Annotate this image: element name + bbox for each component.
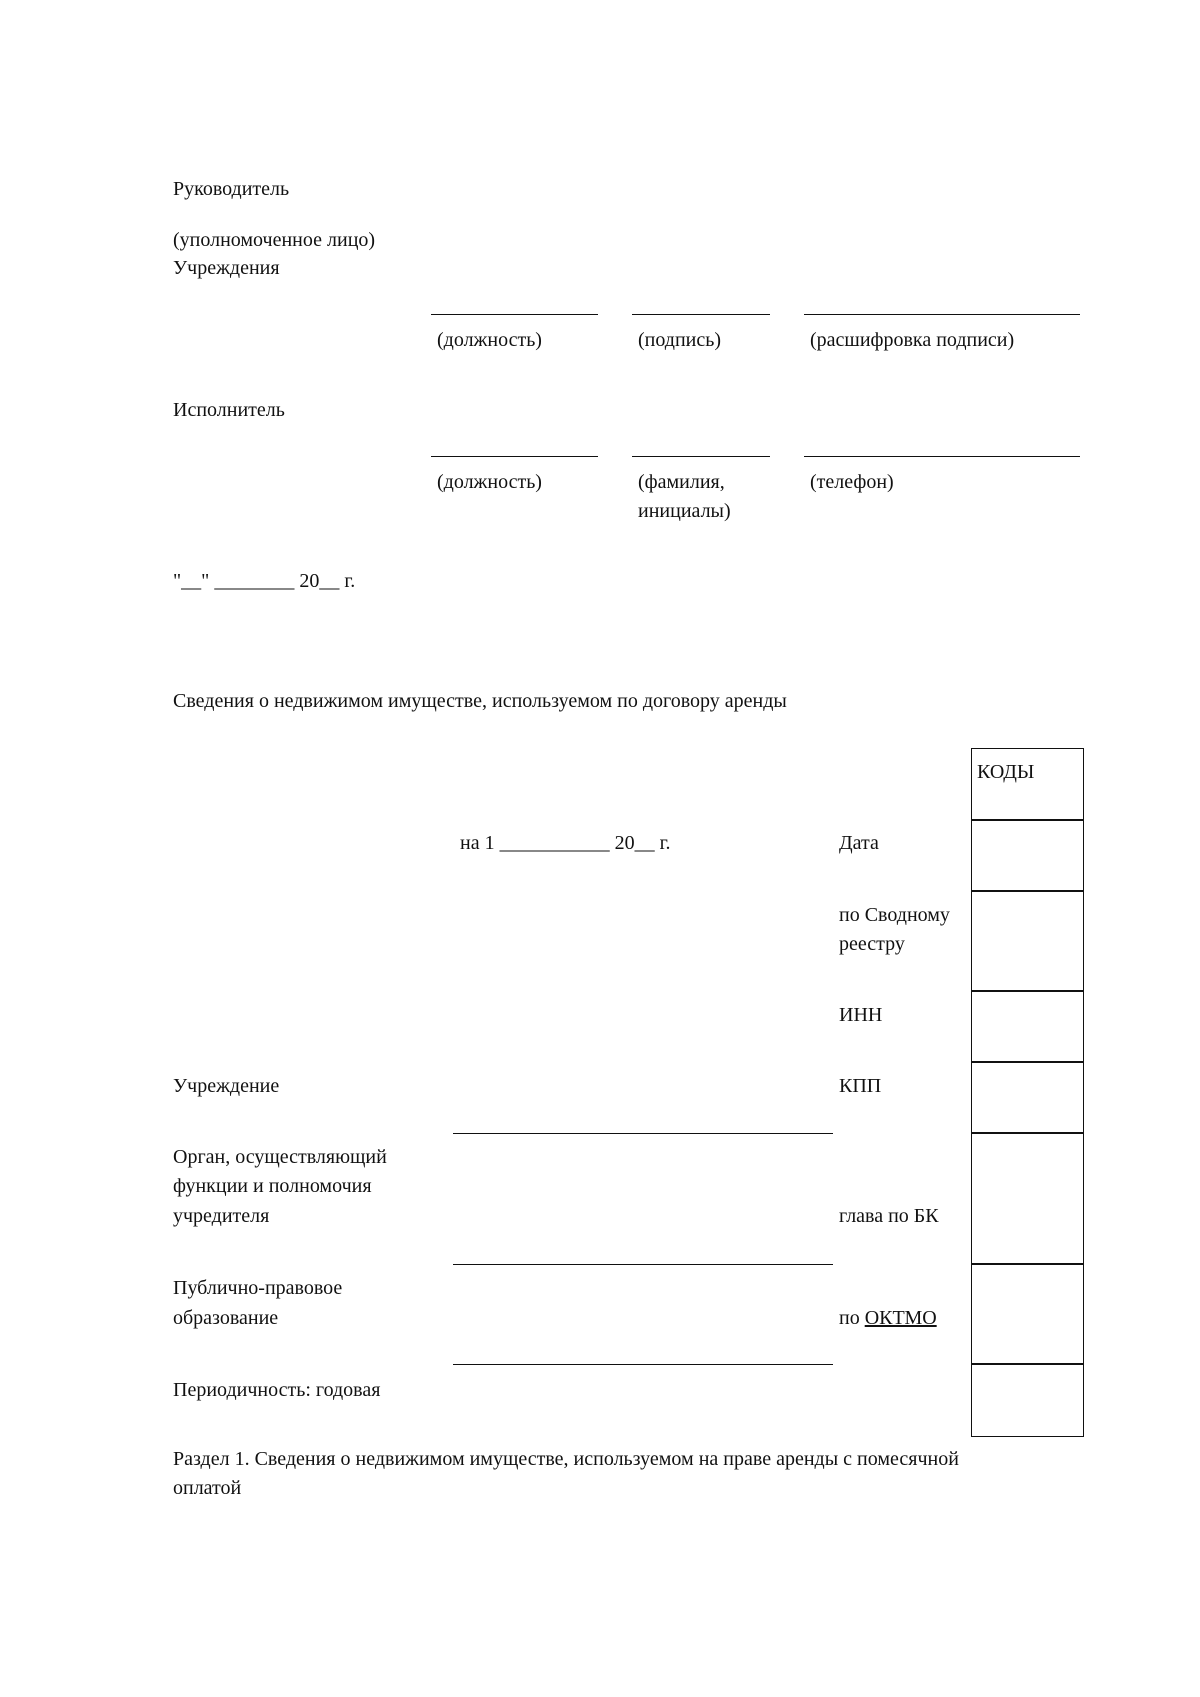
code-label-date: Дата [839, 832, 879, 854]
code-label-oktmo: по ОКТМО [839, 1307, 937, 1329]
position-line[interactable] [431, 314, 598, 315]
code-cell-inn[interactable] [971, 990, 1084, 1063]
code-label-registry-1: по Сводному [839, 904, 950, 926]
report-as-of-date: на 1 ___________ 20__ г. [460, 832, 671, 854]
code-cell-bk[interactable] [971, 1132, 1084, 1265]
institution-line[interactable] [453, 1133, 833, 1134]
signature-decoding-caption: (расшифровка подписи) [810, 329, 1015, 351]
code-label-inn: ИНН [839, 1004, 883, 1026]
code-cell-kpp[interactable] [971, 1061, 1084, 1134]
section-heading-2: оплатой [173, 1477, 242, 1499]
signature-date: "__" ________ 20__ г. [173, 570, 356, 592]
founder-label-3: учредителя [173, 1205, 270, 1227]
head-label: Руководитель [173, 178, 290, 200]
head-label-authorized: (уполномоченное лицо) [173, 229, 376, 251]
code-label-bk: глава по БК [839, 1205, 939, 1227]
periodicity-label: Периодичность: годовая [173, 1379, 381, 1401]
executor-position-line[interactable] [431, 456, 598, 457]
code-label-registry-2: реестру [839, 933, 905, 955]
executor-name-caption-2: инициалы) [638, 500, 731, 522]
codes-header: КОДЫ [977, 761, 1035, 783]
signature-line[interactable] [632, 314, 770, 315]
executor-name-line[interactable] [632, 456, 770, 457]
code-cell-periodicity[interactable] [971, 1363, 1084, 1437]
executor-label: Исполнитель [173, 399, 285, 421]
section-heading-1: Раздел 1. Сведения о недвижимом имуществе, используемом на праве аренды с помесячной [173, 1448, 959, 1470]
founder-label-1: Орган, осуществляющий [173, 1146, 387, 1168]
signature-decoding-line[interactable] [804, 314, 1080, 315]
public-entity-label-2: образование [173, 1307, 279, 1329]
founder-label-2: функции и полномочия [173, 1175, 372, 1197]
founder-line[interactable] [453, 1264, 833, 1265]
code-cell-date[interactable] [971, 819, 1084, 892]
report-title: Сведения о недвижимом имуществе, используемом по договору аренды [173, 690, 787, 712]
code-label-kpp: КПП [839, 1075, 882, 1097]
executor-position-caption: (должность) [437, 471, 542, 493]
code-cell-registry[interactable] [971, 890, 1084, 992]
codes-header-cell [971, 748, 1084, 821]
signature-caption: (подпись) [638, 329, 722, 351]
oktmo-link[interactable]: ОКТМО [864, 1307, 937, 1329]
head-label-institution: Учреждения [173, 257, 280, 279]
position-caption: (должность) [437, 329, 542, 351]
public-entity-line[interactable] [453, 1364, 833, 1365]
executor-name-caption-1: (фамилия, [638, 471, 725, 493]
public-entity-label-1: Публично-правовое [173, 1277, 343, 1299]
executor-phone-caption: (телефон) [810, 471, 894, 493]
executor-phone-line[interactable] [804, 456, 1080, 457]
institution-label: Учреждение [173, 1075, 280, 1097]
code-cell-oktmo[interactable] [971, 1263, 1084, 1365]
